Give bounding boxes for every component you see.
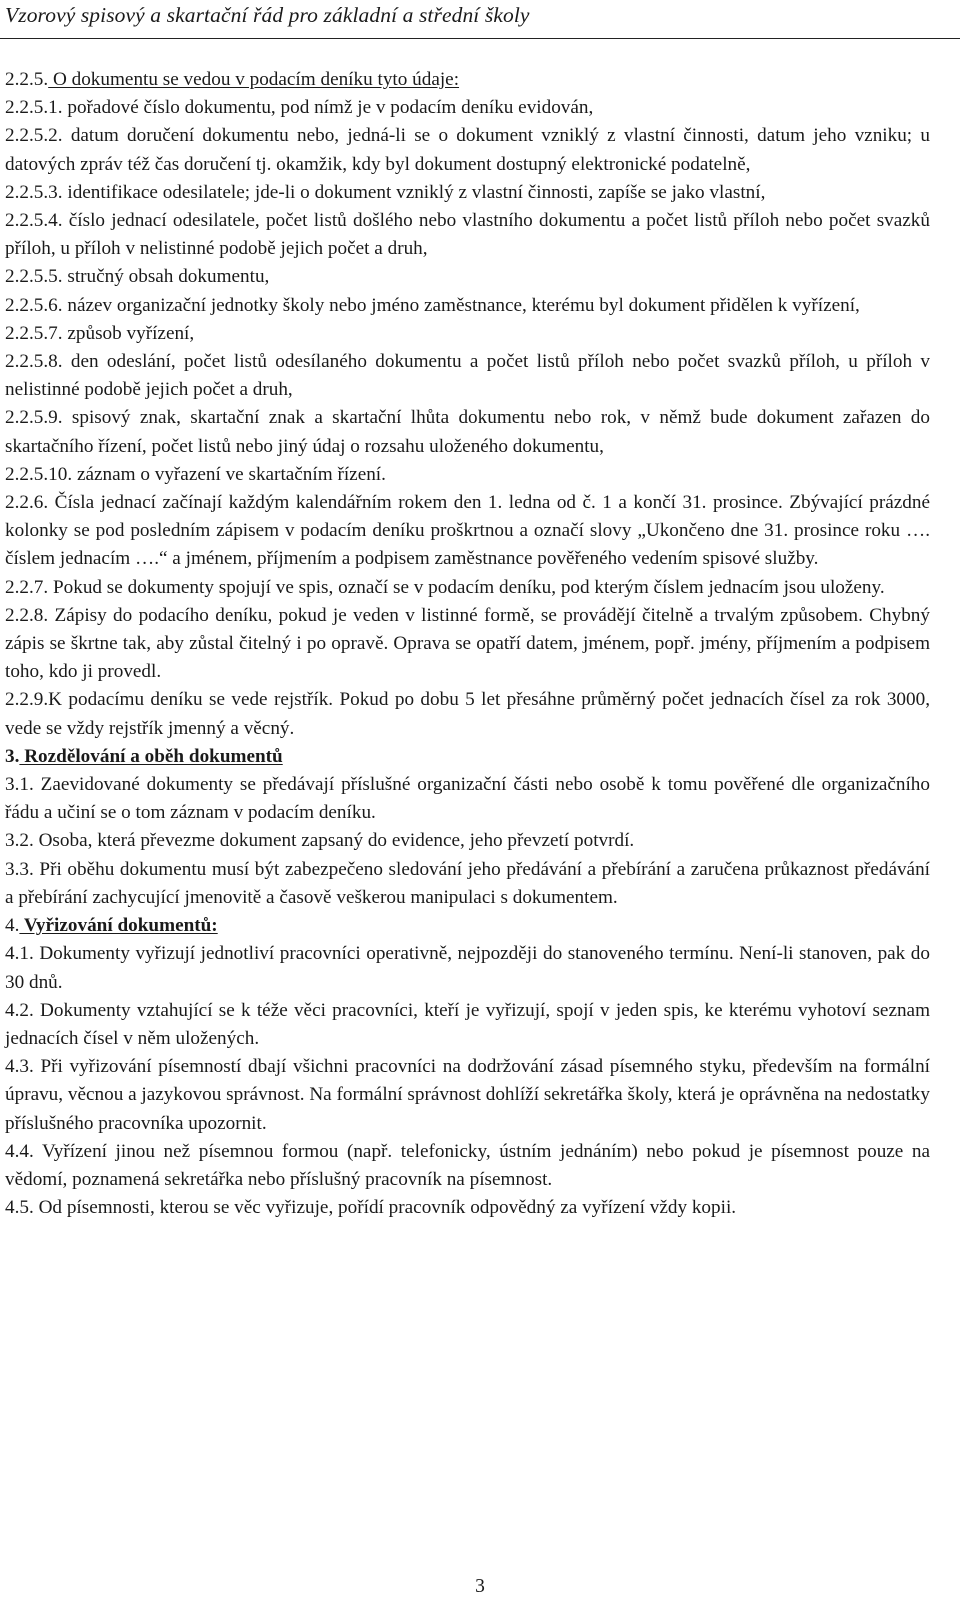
section-title: Rozdělování a oběh dokumentů (19, 745, 283, 767)
header-divider (0, 38, 960, 39)
document-body (5, 66, 930, 1222)
section-number: 4. (5, 915, 20, 937)
paragraph-2-2-5-4: 2.2.5.4. číslo jednací odesilatele, počet listů došlého nebo vlastního dokumentu a počet listů příloh nebo počet svazků příloh, u příloh v nelistinné podobě jejich počet a druh, (5, 210, 930, 260)
document-header-title: Vzorový spisový a skartační řád pro základní a střední školy (5, 3, 530, 27)
section-heading-4 (5, 912, 930, 940)
paragraph-2-2-7: 2.2.7. Pokud se dokumenty spojují ve spis, označí se v podacím deníku, pod kterým číslem jednacím jsou uloženy. (5, 576, 885, 598)
paragraph-2-2-5-9: 2.2.5.9. spisový znak, skartační znak a skartační lhůta dokumentu nebo rok, v němž bude dokument zařazen do skartačního řízení, počet listů nebo jiný údaj o rozsahu uloženého dokumentu, (5, 407, 930, 457)
paragraph-text: O dokumentu se vedou v podacím deníku tyto údaje: (48, 69, 460, 90)
paragraph-4-4: 4.4. Vyřízení jinou než písemnou formou (např. telefonicky, ústním jednáním) nebo pokud je písemnost pouze na vědomí, poznamená sekretářka nebo příslušný pracovník na písemnost. (5, 1140, 930, 1190)
paragraph-2-2-5-7: 2.2.5.7. způsob vyřízení, (5, 322, 195, 344)
paragraph-4-1: 4.1. Dokumenty vyřizují jednotliví pracovníci operativně, nejpozději do stanoveného termínu. Není-li stanoven, pak do 30 dnů. (5, 943, 930, 993)
section-title: Vyřizování dokumentů: (19, 915, 218, 937)
paragraph-3-1: 3.1. Zaevidované dokumenty se předávají příslušné organizační části nebo osobě k tomu pověřené dle organizačního řádu a učiní se o tom záznam v podacím deníku. (5, 774, 930, 824)
paragraph-2-2-5-1: 2.2.5.1. pořadové číslo dokumentu, pod nímž je v podacím deníku evidován, (5, 97, 594, 119)
paragraph-number: 2.2.5. (5, 69, 49, 90)
paragraph-4-3: 4.3. Při vyřizování písemností dbají všichni pracovníci na dodržování zásad písemného styku, především na formální úpravu, věcnou a jazykovou správnost. Na formální správnost dohlíží sekretářka školy, která je oprávněna na nedostatky příslušného pracovníka upozornit. (5, 1056, 930, 1134)
section-number: 3. (5, 745, 20, 767)
paragraph-2-2-8: 2.2.8. Zápisy do podacího deníku, pokud je veden v listinné formě, se provádějí čitelně a trvalým způsobem. Chybný zápis se škrtne tak, aby zůstal čitelný i po opravě. Oprava se opatří datem, jménem, popř. jmény, příjmením a podpisem toho, kdo ji provedl. (5, 604, 930, 683)
paragraph-2-2-9: 2.2.9.K podacímu deníku se vede rejstřík. Pokud po dobu 5 let přesáhne průměrný počet jednacích čísel za rok 3000, vede se vždy rejstřík jmenný a věcný. (5, 689, 930, 739)
page-number: 3 (475, 1576, 485, 1597)
paragraph-4-5: 4.5. Od písemnosti, kterou se věc vyřizuje, pořídí pracovník odpovědný za vyřízení vždy kopii. (5, 1197, 737, 1219)
paragraph-2-2-5-3: 2.2.5.3. identifikace odesilatele; jde-li o dokument vzniklý z vlastní činnosti, zapíše se jako vlastní, (5, 181, 766, 203)
paragraph-2-2-5-8: 2.2.5.8. den odeslání, počet listů odesílaného dokumentu a počet listů příloh nebo počet svazků příloh, u příloh v nelistinné podobě jejich počet a druh, (5, 351, 930, 401)
paragraph-2-2-5 (5, 66, 930, 94)
paragraph-3-2: 3.2. Osoba, která převezme dokument zapsaný do evidence, jeho převzetí potvrdí. (5, 830, 635, 852)
paragraph-2-2-5-5: 2.2.5.5. stručný obsah dokumentu, (5, 266, 270, 288)
paragraph-2-2-5-10: 2.2.5.10. záznam o vyřazení ve skartačním řízení. (5, 463, 386, 485)
section-heading-3 (5, 743, 930, 771)
paragraph-3-3: 3.3. Při oběhu dokumentu musí být zabezpečeno sledování jeho předávání a přebírání a zaručena průkaznost předávání a přebírání zachycující jmenovitě a časově veškerou manipulaci s dokumentem. (5, 858, 930, 908)
paragraph-2-2-6: 2.2.6. Čísla jednací začínají každým kalendářním rokem den 1. ledna od č. 1 a končí 31. prosince. Zbývající prázdné kolonky se pod posledním zápisem v podacím deníku proškrtnou a označí slovy „Ukončeno dne 31. prosince roku …. číslem jednacím ….“ a jménem, příjmením a podpisem zaměstnance pověřeného vedením spisové služby. (5, 492, 930, 570)
paragraph-2-2-5-2: 2.2.5.2. datum doručení dokumentu nebo, jedná-li se o dokument vzniklý z vlastní činnosti, datum jeho vzniku; u datových zpráv též čas doručení tj. okamžik, kdy byl dokument dostupný elektronické podatelně, (5, 125, 930, 175)
paragraph-2-2-5-6: 2.2.5.6. název organizační jednotky školy nebo jméno zaměstnance, kterému byl dokument přidělen k vyřízení, (5, 294, 860, 316)
paragraph-4-2: 4.2. Dokumenty vztahující se k téže věci pracovníci, kteří je vyřizují, spojí v jeden spis, ke kterému vyhotoví seznam jednacích čísel v něm uložených. (5, 999, 930, 1049)
